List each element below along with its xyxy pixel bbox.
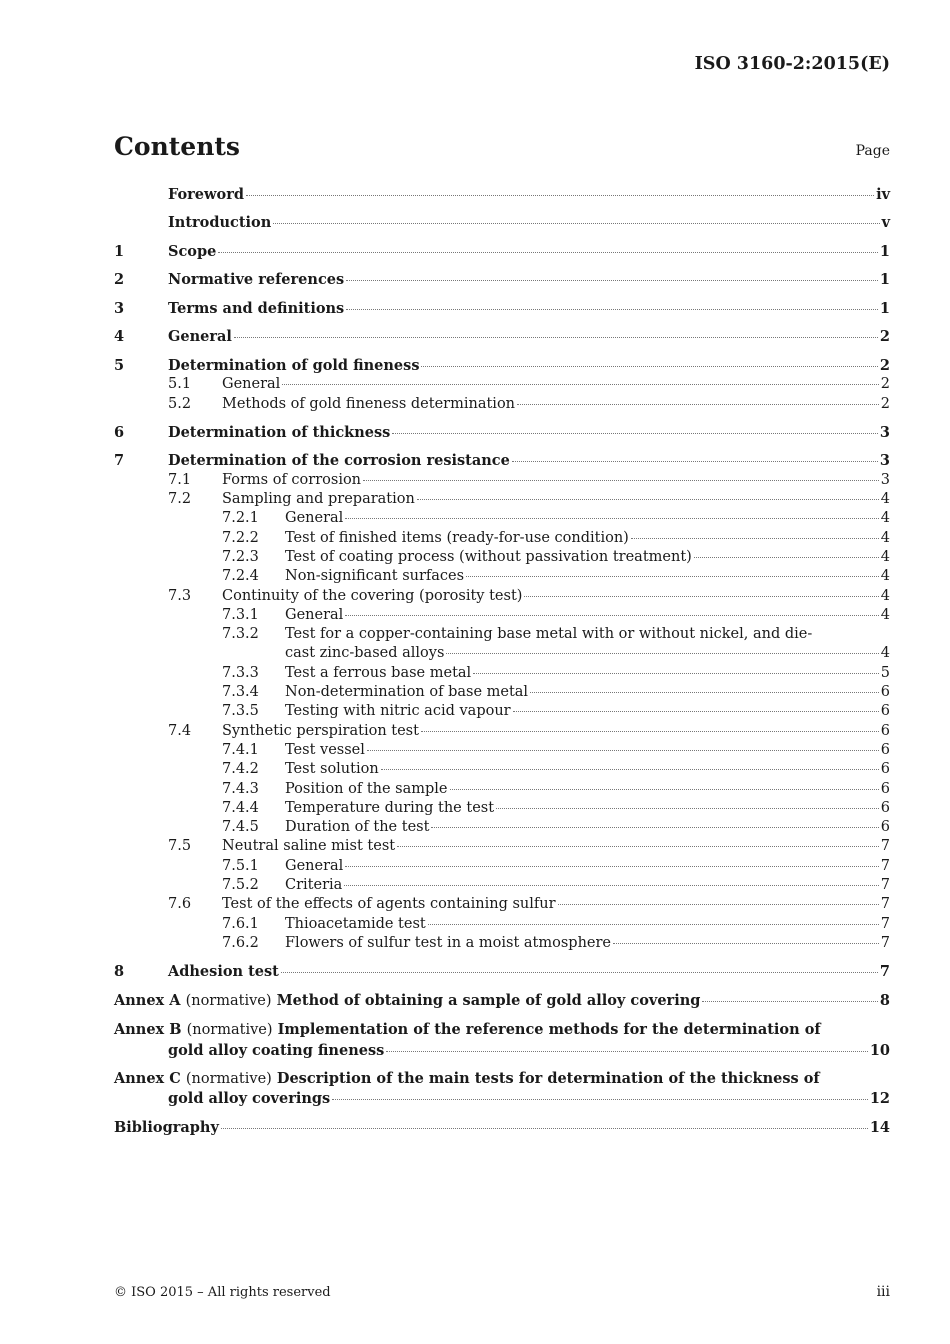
dot-leader xyxy=(221,1128,868,1129)
toc-entry-number: 7.3.1 xyxy=(222,606,259,623)
toc-entry-page: 7 xyxy=(880,838,890,855)
toc-entry-page: 2 xyxy=(880,376,890,393)
dot-leader xyxy=(446,653,878,654)
toc-entry-page: 1 xyxy=(879,242,890,260)
toc-entry-title: Introduction xyxy=(168,214,272,232)
annex-title-line2: gold alloy coating fineness xyxy=(168,1041,385,1059)
toc-entry-number: 7.3.2 xyxy=(222,626,259,643)
toc-entry-title: Test vessel xyxy=(285,741,365,758)
toc-entry-title-wrap xyxy=(285,548,881,567)
dot-leader xyxy=(381,769,879,770)
toc-entry-title: Thioacetamide test xyxy=(285,915,426,932)
toc-entry[interactable] xyxy=(114,760,890,779)
toc-entry-page: 5 xyxy=(880,664,890,681)
dot-leader xyxy=(513,711,879,712)
toc-entry-title-wrap xyxy=(285,818,881,837)
toc-entry-title: Neutral saline mist test xyxy=(222,838,396,855)
annex-line1 xyxy=(114,1069,890,1089)
toc-entry-title: Test of the effects of agents containing sulfur xyxy=(222,896,556,913)
toc-entry[interactable] xyxy=(114,818,890,837)
toc-entry[interactable] xyxy=(114,895,890,914)
dot-leader xyxy=(397,846,879,847)
annex-title: Description of the main tests for determination of the thickness of xyxy=(276,1070,820,1088)
toc-entry[interactable] xyxy=(114,471,890,490)
annex-page: 12 xyxy=(869,1090,890,1108)
toc-entry-number: 8 xyxy=(114,963,125,981)
toc-entry-page: 6 xyxy=(880,819,890,836)
dot-leader xyxy=(392,433,878,434)
toc-entry-number: 7.4.4 xyxy=(222,799,259,816)
toc-entry[interactable] xyxy=(114,327,890,346)
page-number: iii xyxy=(876,1284,890,1300)
toc-entry-page: 7 xyxy=(879,963,890,981)
toc-entry-number: 7.5 xyxy=(168,838,192,855)
copyright-notice: © ISO 2015 – All rights reserved xyxy=(114,1285,331,1300)
dot-leader xyxy=(386,1051,868,1052)
toc-entry-number: 2 xyxy=(114,271,125,289)
toc-entry-page: 7 xyxy=(880,896,890,913)
toc-entry-number: 7.6.2 xyxy=(222,934,259,951)
bibliography-title-wrap xyxy=(114,1118,870,1137)
toc-entry-page: 4 xyxy=(880,645,890,662)
toc-entry[interactable] xyxy=(114,395,890,414)
toc-entry[interactable] xyxy=(114,837,890,856)
toc-entry-title-wrap xyxy=(285,606,881,625)
toc-entry-title-wrap xyxy=(222,837,881,856)
toc-entry[interactable] xyxy=(114,375,890,394)
dot-leader xyxy=(363,480,879,481)
annex-line1 xyxy=(114,1020,890,1040)
toc-entry-page: 2 xyxy=(880,395,890,412)
toc-entry-page: 4 xyxy=(880,529,890,546)
toc-entry-page: 4 xyxy=(880,587,890,604)
toc-entry[interactable] xyxy=(114,664,890,683)
toc-entry-title-wrap xyxy=(168,185,876,204)
toc-entry-title-wrap xyxy=(168,242,880,261)
dot-leader xyxy=(234,337,878,338)
dot-leader xyxy=(281,972,878,973)
toc-annex-entry[interactable] xyxy=(114,1020,890,1060)
toc-entry-number: 7.2.3 xyxy=(222,548,259,565)
dot-leader xyxy=(524,596,878,597)
toc-entry-title: Forms of corrosion xyxy=(222,471,362,488)
toc-entry[interactable] xyxy=(114,451,890,470)
dot-leader xyxy=(431,827,878,828)
toc-entry-number: 4 xyxy=(114,328,125,346)
toc-entry-page: 2 xyxy=(879,356,890,374)
toc-entry[interactable] xyxy=(114,299,890,318)
toc-entry-title-wrap xyxy=(222,395,881,414)
dot-leader xyxy=(558,904,879,905)
toc-entry-number: 3 xyxy=(114,299,125,317)
dot-leader xyxy=(450,789,879,790)
toc-entry-number: 7.4 xyxy=(168,722,192,739)
annex-page: 10 xyxy=(869,1041,890,1059)
toc-entry[interactable] xyxy=(114,587,890,606)
toc-entry-title: General xyxy=(285,510,344,527)
toc-entry-title-wrap xyxy=(222,587,881,606)
toc-entry-number: 7 xyxy=(114,452,125,470)
toc-entry-title: Determination of thickness xyxy=(168,423,391,441)
toc-entry-title-wrap xyxy=(285,876,881,895)
toc-entry-title: Flowers of sulfur test in a moist atmosphere xyxy=(285,934,611,951)
dot-leader xyxy=(246,195,874,196)
toc-entry[interactable] xyxy=(114,799,890,818)
dot-leader xyxy=(218,252,878,253)
toc-entry-number: 6 xyxy=(114,423,125,441)
toc-entry-number: 7.4.5 xyxy=(222,819,259,836)
toc-entry-page: 6 xyxy=(880,741,890,758)
annex-line2 xyxy=(114,1041,890,1060)
toc-entry-number: 5.1 xyxy=(168,376,192,393)
dot-leader xyxy=(702,1001,878,1002)
toc-entry-title: General xyxy=(285,857,344,874)
toc-entry-page: 3 xyxy=(879,452,890,470)
toc-entry-number: 7.2 xyxy=(168,491,192,508)
toc-entry[interactable] xyxy=(114,270,890,289)
dot-leader xyxy=(346,280,878,281)
annex-title: Implementation of the reference methods for the determination of xyxy=(277,1021,821,1039)
toc-entry-title: Scope xyxy=(168,242,217,260)
annex-title: Method of obtaining a sample of gold alloy covering xyxy=(276,991,701,1009)
toc-entry-number: 7.4.1 xyxy=(222,741,259,758)
toc-entry-title-wrap xyxy=(285,741,881,760)
toc-entry[interactable] xyxy=(114,213,890,232)
toc-entry-title-line2: cast zinc-based alloys xyxy=(285,645,445,662)
toc-entry-title: Non-significant surfaces xyxy=(285,568,465,585)
toc-entry-title-wrap xyxy=(222,722,881,741)
toc-entry-page: 4 xyxy=(880,568,890,585)
toc-entry-page: 7 xyxy=(880,915,890,932)
annex-label: Annex B xyxy=(114,1021,182,1039)
annex-page: 8 xyxy=(879,991,890,1009)
annex-note: (normative) xyxy=(185,992,272,1009)
toc-entry-title: Synthetic perspiration test xyxy=(222,722,419,739)
toc-entry-title-wrap xyxy=(168,270,880,289)
toc-entry-page: 7 xyxy=(880,877,890,893)
toc-entry-title-wrap xyxy=(285,799,881,818)
toc-entry-title: Test a ferrous base metal xyxy=(285,664,472,681)
toc-entry-title-wrap xyxy=(285,934,881,953)
dot-leader xyxy=(332,1099,868,1100)
annex-title-line2: gold alloy coverings xyxy=(168,1090,331,1108)
toc-entry-title-wrap xyxy=(168,423,880,442)
toc-entry-title-wrap xyxy=(285,857,881,876)
toc-entry[interactable] xyxy=(114,509,890,528)
toc-entry-title-wrap xyxy=(168,356,880,375)
toc-entry-title: Determination of the corrosion resistance xyxy=(168,452,510,470)
toc-entry-title-wrap xyxy=(168,299,880,318)
toc-entry[interactable] xyxy=(114,242,890,261)
toc-entry-number: 7.3 xyxy=(168,587,192,604)
toc-entry[interactable] xyxy=(114,962,890,981)
toc-entry-title-wrap xyxy=(168,327,880,346)
toc-entry[interactable] xyxy=(114,702,890,721)
toc-entry[interactable] xyxy=(114,529,890,548)
annex-label: Annex C xyxy=(114,1070,181,1088)
toc-entry[interactable] xyxy=(114,606,890,625)
toc-annex-entry[interactable] xyxy=(114,1069,890,1109)
toc-entry-title-wrap xyxy=(222,490,881,509)
toc-entry[interactable] xyxy=(114,934,890,953)
dot-leader xyxy=(346,309,878,310)
dot-leader xyxy=(344,885,878,886)
dot-leader xyxy=(496,808,879,809)
toc-entry-title-wrap xyxy=(285,567,881,586)
dot-leader xyxy=(273,223,879,224)
dot-leader xyxy=(473,673,879,674)
toc-entry-page: 3 xyxy=(879,423,890,441)
toc-entry-title: Testing with nitric acid vapour xyxy=(285,703,511,720)
toc-entry-number: 7.6.1 xyxy=(222,915,259,932)
toc-entry-page: 3 xyxy=(880,471,890,488)
toc-entry-title: General xyxy=(168,328,232,346)
toc-entry-number: 7.4.2 xyxy=(222,761,259,778)
page-title: Contents xyxy=(114,132,241,161)
toc-entry-title: Sampling and preparation xyxy=(222,491,415,508)
annex-line2 xyxy=(114,1089,890,1108)
toc-entry-page: 2 xyxy=(879,328,890,346)
annex-label: Annex A xyxy=(114,991,181,1009)
toc-entry-page: 6 xyxy=(880,703,890,720)
toc-entry-title-wrap xyxy=(285,644,881,663)
toc-entry-title-wrap xyxy=(168,213,882,232)
toc-entry-title: Determination of gold fineness xyxy=(168,356,420,374)
toc-entry-number: 7.2.2 xyxy=(222,529,259,546)
toc-entry-title-wrap xyxy=(285,509,881,528)
toc-entry-title-wrap xyxy=(285,702,881,721)
toc-entry-title-wrap xyxy=(285,760,881,779)
toc-entry-title-wrap xyxy=(285,780,881,799)
annex-title-wrap xyxy=(114,991,880,1011)
toc-entry-number: 5 xyxy=(114,356,125,374)
toc-annex-entry[interactable] xyxy=(114,991,890,1011)
toc-heading-row xyxy=(114,132,890,161)
toc-entry-number: 5.2 xyxy=(168,395,192,412)
toc-entry-number: 7.3.4 xyxy=(222,684,259,701)
page-column-label: Page xyxy=(855,143,890,159)
toc-entry-page: 6 xyxy=(880,684,890,701)
toc-entry-title-wrap xyxy=(168,962,880,981)
toc-entry-title: General xyxy=(222,376,281,393)
toc-entry-title: Test of finished items (ready-for-use condition) xyxy=(285,529,629,546)
toc-entry[interactable] xyxy=(114,548,890,567)
dot-leader xyxy=(631,538,879,539)
toc-entry[interactable] xyxy=(114,722,890,741)
toc-entry-page: 6 xyxy=(880,722,890,739)
toc-entry-page: 7 xyxy=(880,857,890,874)
dot-leader xyxy=(367,750,879,751)
toc-entry-title-wrap xyxy=(222,471,881,490)
dot-leader xyxy=(421,731,879,732)
toc-entry-title-wrap xyxy=(285,625,890,644)
toc-entry-page: 4 xyxy=(880,606,890,623)
toc-entry-title: Criteria xyxy=(285,877,343,893)
toc-entry[interactable] xyxy=(114,683,890,702)
toc-entry[interactable] xyxy=(114,490,890,509)
toc-entry-title: General xyxy=(285,606,344,623)
toc-entry-title-wrap xyxy=(285,683,881,702)
toc-entry-title-wrap xyxy=(285,664,881,683)
toc-entry-page: 7 xyxy=(880,934,890,951)
toc-entry-page: iv xyxy=(876,186,890,203)
toc-entry-page: 6 xyxy=(880,799,890,816)
toc-entry-number: 7.2.4 xyxy=(222,568,259,585)
toc-entry[interactable] xyxy=(114,356,890,375)
toc-entry-number: 7.2.1 xyxy=(222,510,259,527)
toc-entry-title: Methods of gold fineness determination xyxy=(222,395,516,412)
toc-entry-page: 4 xyxy=(880,510,890,527)
dot-leader xyxy=(530,692,879,693)
toc-entry[interactable] xyxy=(114,185,890,204)
dot-leader xyxy=(517,404,879,405)
toc-entry-title: Temperature during the test xyxy=(285,799,495,816)
toc-entry-title: Duration of the test xyxy=(285,819,430,836)
annex-note: (normative) xyxy=(185,1071,272,1088)
toc-entry-number: 7.5.1 xyxy=(222,857,259,874)
toc-entry[interactable] xyxy=(114,915,890,934)
toc-entry-page: 4 xyxy=(880,491,890,508)
toc-entry-number: 1 xyxy=(114,242,125,260)
dot-leader xyxy=(421,366,877,367)
toc-entry-title-wrap xyxy=(285,529,881,548)
toc-bibliography-entry[interactable] xyxy=(114,1118,890,1137)
toc-entry-number: 7.1 xyxy=(168,471,192,488)
toc-entry-page: 4 xyxy=(880,548,890,565)
annex-note: (normative) xyxy=(186,1022,273,1039)
toc-entry-title-wrap xyxy=(222,375,881,394)
toc-entry-title: Non-determination of base metal xyxy=(285,684,529,701)
toc-entry-continuation[interactable] xyxy=(114,644,890,663)
toc-entry[interactable] xyxy=(114,876,890,895)
toc-entry-title-wrap xyxy=(222,895,881,914)
toc-entry-title: Test for a copper-containing base metal with or without nickel, and die- xyxy=(285,626,813,643)
standard-designation: ISO 3160-2:2015(E) xyxy=(694,54,890,74)
toc-entry-title: Test solution xyxy=(285,761,379,778)
toc-entry-title: Normative references xyxy=(168,271,345,289)
dot-leader xyxy=(345,615,878,616)
toc-entry[interactable] xyxy=(114,567,890,586)
toc-entry-number: 7.3.5 xyxy=(222,703,259,720)
dot-leader xyxy=(512,461,878,462)
toc-entry-page: 1 xyxy=(879,271,890,289)
toc-entry-title: Test of coating process (without passivation treatment) xyxy=(285,548,692,565)
toc-entry[interactable] xyxy=(114,857,890,876)
toc-entry-title: Foreword xyxy=(168,186,244,203)
bibliography-page: 14 xyxy=(869,1118,890,1136)
toc-entry-number: 7.5.2 xyxy=(222,877,259,893)
toc-entry-title: Continuity of the covering (porosity test) xyxy=(222,587,523,604)
dot-leader xyxy=(694,557,879,558)
dot-leader xyxy=(428,924,879,925)
dot-leader xyxy=(613,943,879,944)
bibliography-title: Bibliography xyxy=(114,1118,219,1136)
toc-entry-page: v xyxy=(881,214,890,232)
toc-entry-title: Terms and definitions xyxy=(168,299,345,317)
toc-entry-title-wrap xyxy=(168,451,880,470)
toc-entry-page: 1 xyxy=(879,299,890,317)
table-of-contents xyxy=(114,185,890,1137)
toc-entry-number: 7.3.3 xyxy=(222,664,259,681)
toc-entry-number: 7.4.3 xyxy=(222,780,259,797)
dot-leader xyxy=(345,866,878,867)
toc-entry[interactable] xyxy=(114,741,890,760)
toc-entry-page: 6 xyxy=(880,761,890,778)
dot-leader xyxy=(417,499,879,500)
toc-entry-number: 7.6 xyxy=(168,896,192,913)
toc-entry-title: Position of the sample xyxy=(285,780,448,797)
dot-leader xyxy=(466,576,879,577)
dot-leader xyxy=(282,384,878,385)
toc-entry[interactable] xyxy=(114,423,890,442)
toc-entry-page: 6 xyxy=(880,780,890,797)
dot-leader xyxy=(345,518,878,519)
toc-entry-title: Adhesion test xyxy=(168,963,279,981)
toc-entry[interactable] xyxy=(114,625,890,644)
toc-entry-title-wrap xyxy=(285,915,881,934)
toc-entry[interactable] xyxy=(114,780,890,799)
